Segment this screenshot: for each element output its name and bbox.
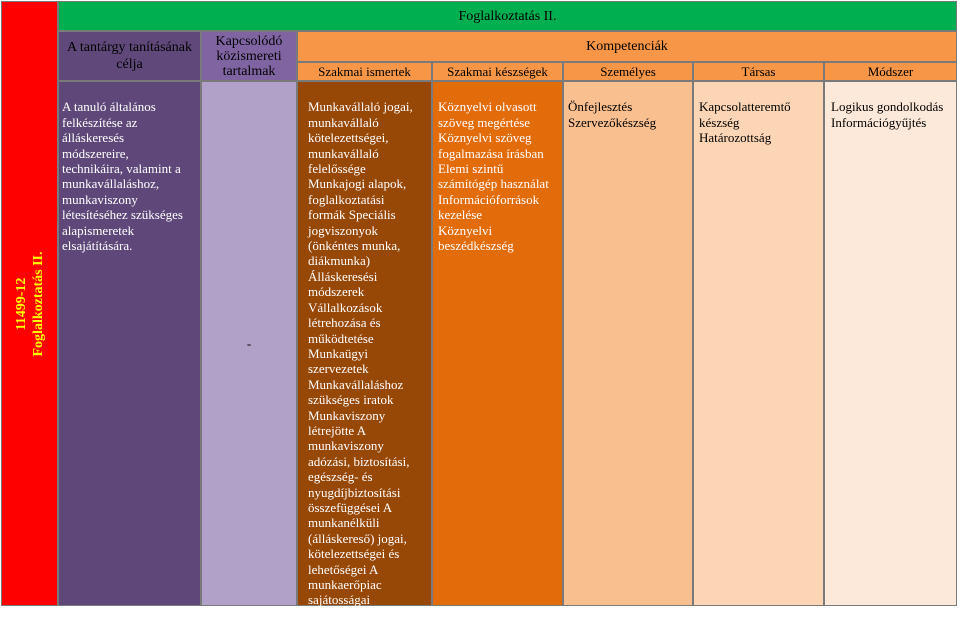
title-text: Foglalkoztatás II. <box>458 9 557 25</box>
module-name: Foglalkoztatás II. <box>30 251 46 356</box>
header-personal: Személyes <box>563 62 693 81</box>
header-prof-knowledge: Szakmai ismertek <box>297 62 432 81</box>
header-related: Kapcsolódó közismereti tartalmak <box>201 31 297 81</box>
cell-method: Logikus gondolkodás Információgyűjtés <box>824 81 957 606</box>
module-label <box>13 251 47 356</box>
header-social: Társas <box>693 62 824 81</box>
cell-prof-skills: Köznyelvi olvasott szöveg megértése Köznyelvi szöveg fogalmazása írásban Elemi szintű számítógép használat Információforrások kezelése Köznyelvi beszédkészség <box>432 81 563 606</box>
header-method: Módszer <box>824 62 957 81</box>
header-competencies: Kompetenciák <box>297 31 957 62</box>
cell-prof-knowledge: Munkavállaló jogai, munkavállaló kötelezettségei, munkavállaló felelőssége Munkajogi alapok, foglalkoztatási formák Speciális jogviszonyok (önkéntes munka, diákmunka) Álláskeresési módszerek Vállalkozások létrehozása és működtetése Munkaügyi szervezetek Munkavállaláshoz szükséges iratok Munkaviszony létrejötte A munkaviszony adózási, biztosítási, egészség- és nyugdíjbiztosítási összefüggései A munkanélküli (álláskereső) jogai, kötelezettségei és lehetőségei A munkaerőpiac sajátosságai (állásbörzék és <box>297 81 432 606</box>
module-code: 11499-12 <box>13 277 29 330</box>
cell-related: - <box>201 81 297 606</box>
table-title <box>58 1 957 31</box>
cell-aim: A tanuló általános felkészítése az álláskeresés módszereire, technikáira, valamint a munkavállaláshoz, munkaviszony létesítéséhez szükséges alapismeretek elsajátítására. <box>58 81 201 606</box>
cell-personal: Önfejlesztés Szervezőkészség <box>563 81 693 606</box>
header-aim: A tantárgy tanításának célja <box>58 31 201 81</box>
module-column <box>1 1 58 606</box>
header-prof-skills: Szakmai készségek <box>432 62 563 81</box>
cell-social: Kapcsolatteremtő készség Határozottság <box>693 81 824 606</box>
